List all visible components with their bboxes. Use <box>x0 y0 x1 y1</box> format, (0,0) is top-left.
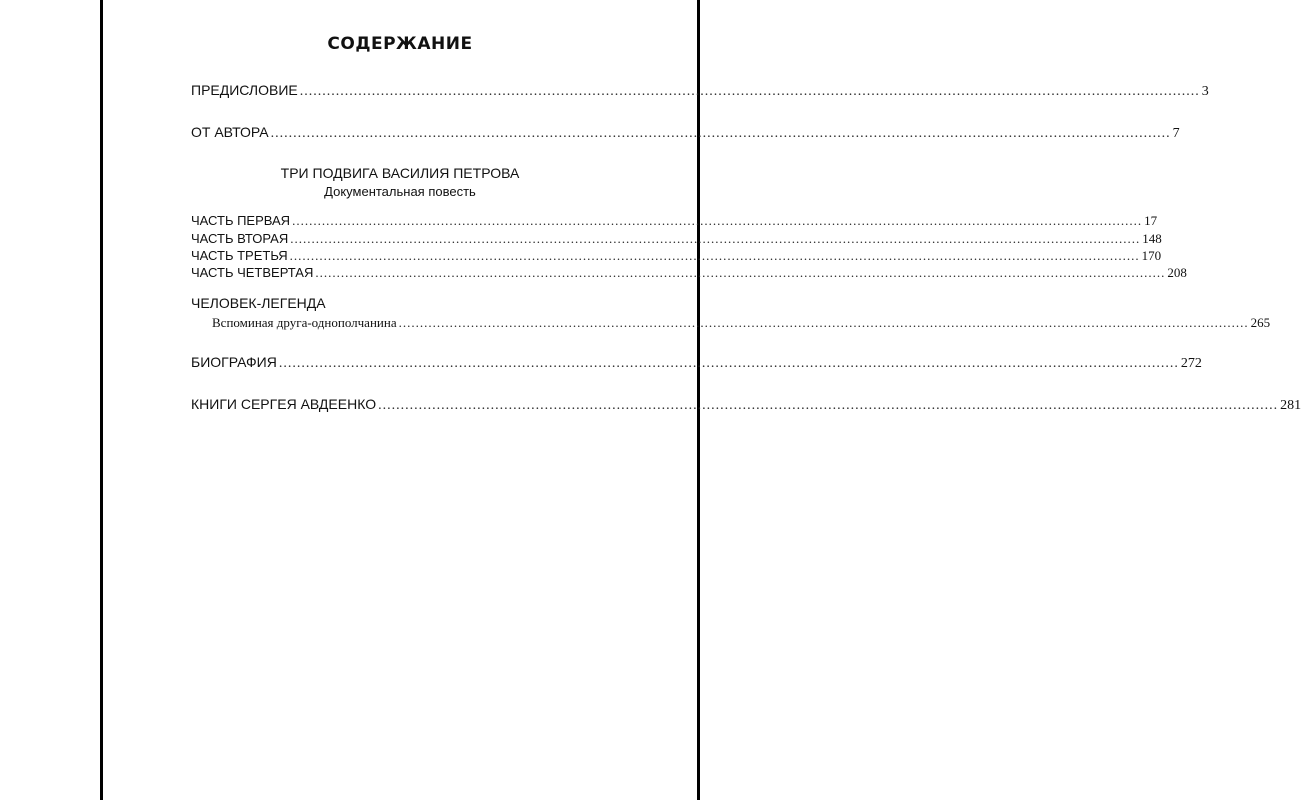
toc-label: БИОГРАФИЯ <box>191 354 277 370</box>
page-title: СОДЕРЖАНИЕ <box>327 34 473 54</box>
toc-leader-dots: ........................................................................................................................................................................................................ <box>299 84 1200 99</box>
toc-leader-dots: ........................................................................................................................................................................................................ <box>289 248 1140 263</box>
toc-page-number: 3 <box>1201 84 1209 99</box>
section-subheading-story: Документальная повесть <box>324 184 476 199</box>
toc-page-number: 272 <box>1180 356 1202 371</box>
toc-label: ЧАСТЬ ТРЕТЬЯ <box>191 248 288 263</box>
toc-leader-dots: ........................................................................................................................................................................................................ <box>398 315 1249 330</box>
toc-label: ЧАСТЬ ПЕРВАЯ <box>191 213 291 228</box>
toc-leader-dots: ........................................................................................................................................................................................................ <box>292 213 1143 228</box>
toc-page-number: 148 <box>1142 231 1162 246</box>
toc-leader-dots: ........................................................................................................................................................................................................ <box>270 126 1171 141</box>
toc-label: ОТ АВТОРА <box>191 124 269 140</box>
toc-entry-preface <box>191 82 1209 100</box>
toc-leader-dots: ........................................................................................................................................................................................................ <box>290 231 1141 246</box>
toc-page-number: 265 <box>1250 315 1271 330</box>
document-page <box>102 0 1301 800</box>
toc-entry-part3 <box>191 248 1162 264</box>
toc-entry-part2 <box>191 231 1162 247</box>
toc-entry-author <box>191 124 1180 142</box>
toc-label: Вспоминая друга-однополчанина <box>212 315 397 330</box>
toc-entry-part4 <box>191 265 1187 281</box>
toc-entry-biography <box>191 354 1202 372</box>
toc-label: ЧАСТЬ ЧЕТВЕРТАЯ <box>191 265 314 280</box>
toc-label: ЧАСТЬ ВТОРАЯ <box>191 231 289 246</box>
toc-page-number: 170 <box>1141 248 1162 263</box>
toc-page-number: 17 <box>1144 213 1158 228</box>
toc-entry-part1 <box>191 213 1158 229</box>
toc-entry-legend-sub <box>212 315 1271 331</box>
toc-page-number: 208 <box>1167 265 1187 280</box>
section-heading-story: ТРИ ПОДВИГА ВАСИЛИЯ ПЕТРОВА <box>280 165 520 181</box>
toc-label: ПРЕДИСЛОВИЕ <box>191 82 298 98</box>
toc-entry-books <box>191 396 1301 414</box>
toc-label: КНИГИ СЕРГЕЯ АВДЕЕНКО <box>191 396 377 412</box>
toc-page-number: 281 <box>1280 398 1301 413</box>
toc-leader-dots: ........................................................................................................................................................................................................ <box>315 265 1166 280</box>
section-heading-legend <box>191 295 589 311</box>
toc-leader-dots: ........................................................................................................................................................................................................ <box>378 398 1279 413</box>
toc-page-number: 7 <box>1172 126 1180 141</box>
toc-leader-dots: ........................................................................................................................................................................................................ <box>278 356 1179 371</box>
toc-label: ЧЕЛОВЕК-ЛЕГЕНДА <box>191 295 326 311</box>
